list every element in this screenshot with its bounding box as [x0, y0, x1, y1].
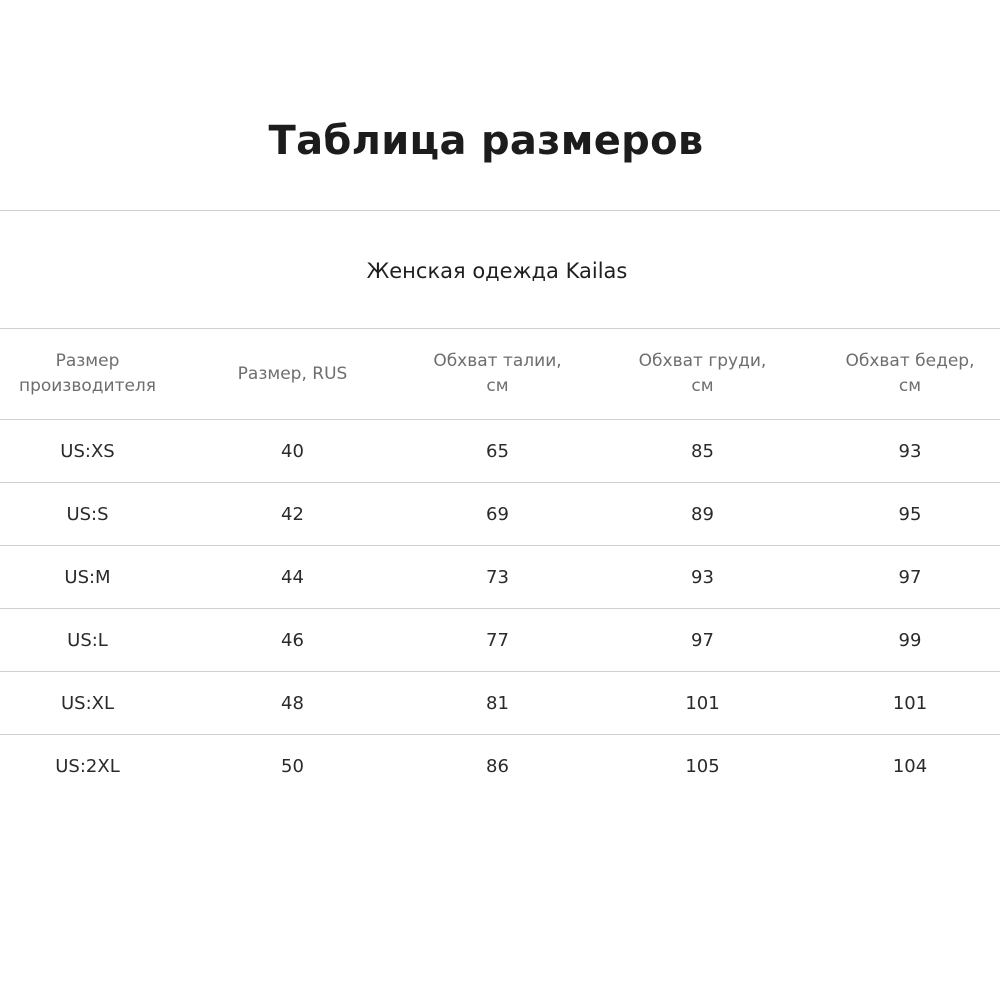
header-label-line: производителя — [18, 376, 157, 396]
table-row — [0, 483, 1000, 546]
cell-hips: 93 — [820, 420, 1000, 483]
cell-rus-size: 48 — [175, 672, 410, 735]
cell-manufacturer-size: US:XS — [0, 420, 175, 483]
table-header-row — [0, 329, 1000, 420]
table-subtitle: Женская одежда Kailas — [366, 259, 628, 283]
table-row — [0, 546, 1000, 609]
header-label-line: Обхват талии, — [433, 351, 562, 371]
cell-rus-size: 42 — [175, 483, 410, 546]
header-label-line: Обхват груди, — [638, 351, 767, 371]
cell-waist: 86 — [486, 755, 509, 777]
header-label-line: Обхват бедер, — [845, 351, 975, 371]
cell-waist: 65 — [410, 420, 585, 483]
header-chest — [585, 329, 820, 420]
header-label-line: см — [486, 376, 509, 396]
header-label-line: см — [691, 376, 714, 396]
size-table — [0, 329, 1000, 797]
header-label-line: Размер — [55, 351, 120, 371]
table-row — [0, 420, 1000, 483]
cell-hips: 99 — [820, 609, 1000, 672]
cell-manufacturer-size: US:M — [0, 546, 175, 609]
cell-manufacturer-size: US:L — [0, 609, 175, 672]
cell-manufacturer-size: US:S — [0, 483, 175, 546]
cell-manufacturer-size: US:XL — [0, 672, 175, 735]
cell-waist: 81 — [410, 672, 585, 735]
header-manufacturer-size — [0, 329, 175, 420]
cell-rus-size: 44 — [175, 546, 410, 609]
page-title: Таблица размеров — [268, 118, 704, 164]
cell-chest: 89 — [585, 483, 820, 546]
cell-chest: 85 — [585, 420, 820, 483]
title-divider — [0, 210, 1000, 211]
cell-rus-size: 40 — [175, 420, 410, 483]
cell-rus-size: 50 — [281, 755, 304, 777]
cell-waist: 69 — [410, 483, 585, 546]
table-row — [0, 609, 1000, 672]
cell-chest: 101 — [585, 672, 820, 735]
table-row — [0, 672, 1000, 735]
cell-waist: 77 — [410, 609, 585, 672]
cell-chest: 93 — [585, 546, 820, 609]
cell-hips: 95 — [820, 483, 1000, 546]
cell-rus-size: 46 — [175, 609, 410, 672]
header-waist — [410, 329, 585, 420]
header-label-line: см — [898, 376, 922, 396]
header-hips — [820, 329, 1000, 420]
cell-chest: 97 — [585, 609, 820, 672]
header-rus-size — [175, 329, 410, 420]
cell-manufacturer-size: US:2XL — [55, 755, 120, 777]
cell-hips: 104 — [892, 755, 928, 777]
header-label-line: Размер, RUS — [237, 363, 348, 384]
cell-chest: 105 — [685, 755, 720, 777]
table-row — [0, 735, 1000, 798]
cell-hips: 101 — [820, 672, 1000, 735]
cell-waist: 73 — [410, 546, 585, 609]
cell-hips: 97 — [820, 546, 1000, 609]
